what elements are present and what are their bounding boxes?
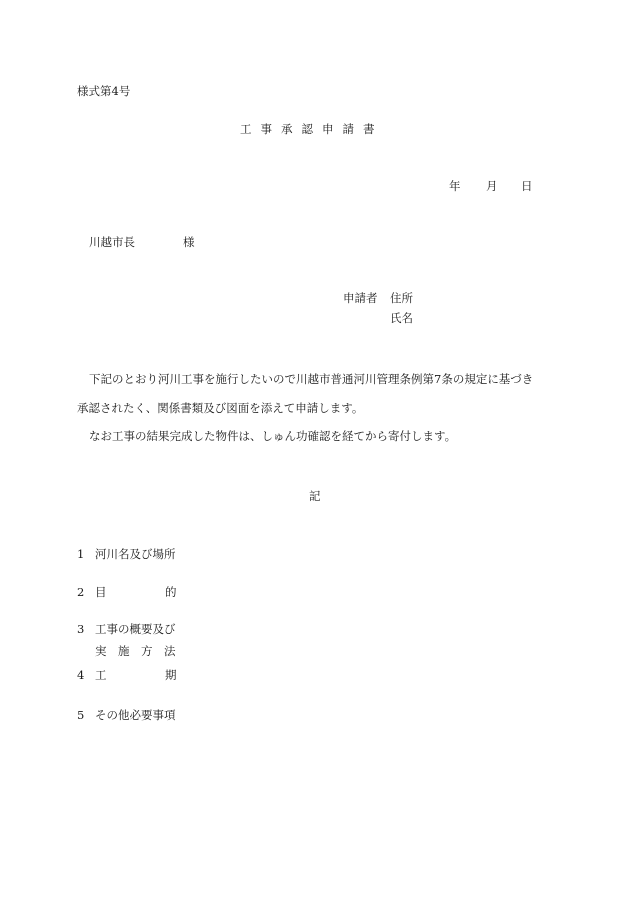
date-month-label: 月	[486, 179, 498, 193]
addressee-honorific: 様	[183, 235, 195, 249]
body-line-1: 下記のとおり河川工事を施行したいので川越市普通河川管理条例第7条の規定に基づき	[89, 372, 534, 386]
item-number: 4	[77, 668, 85, 682]
item-label-continuation: 実 施 方 法	[95, 644, 176, 658]
document-title: 工事承認申請書	[240, 122, 384, 136]
item-label-part: 期	[165, 668, 177, 682]
item-number: 2	[77, 585, 85, 599]
item-number: 1	[77, 547, 85, 561]
body-line-3: なお工事の結果完成した物件は、しゅん功確認を経てから寄付します。	[89, 429, 457, 443]
addressee-name: 川越市長	[89, 235, 135, 249]
item-label-part: 工	[95, 668, 107, 682]
item-label: 河川名及び場所	[95, 547, 176, 561]
applicant-address-label: 住所	[390, 291, 413, 305]
date-day-label: 日	[521, 179, 533, 193]
applicant-label: 申請者	[343, 291, 378, 305]
ki-heading: 記	[309, 489, 321, 503]
date-year-label: 年	[449, 179, 461, 193]
body-line-2: 承認されたく、関係書類及び図面を添えて申請します。	[77, 401, 364, 415]
applicant-name-label: 氏名	[390, 311, 413, 325]
item-number: 5	[77, 708, 85, 722]
item-label: その他必要事項	[95, 708, 176, 722]
form-number: 様式第4号	[77, 84, 131, 98]
item-label: 工事の概要及び	[95, 622, 176, 636]
item-label-part: 目	[95, 585, 107, 599]
item-number: 3	[77, 622, 85, 636]
item-label-part: 的	[165, 585, 177, 599]
